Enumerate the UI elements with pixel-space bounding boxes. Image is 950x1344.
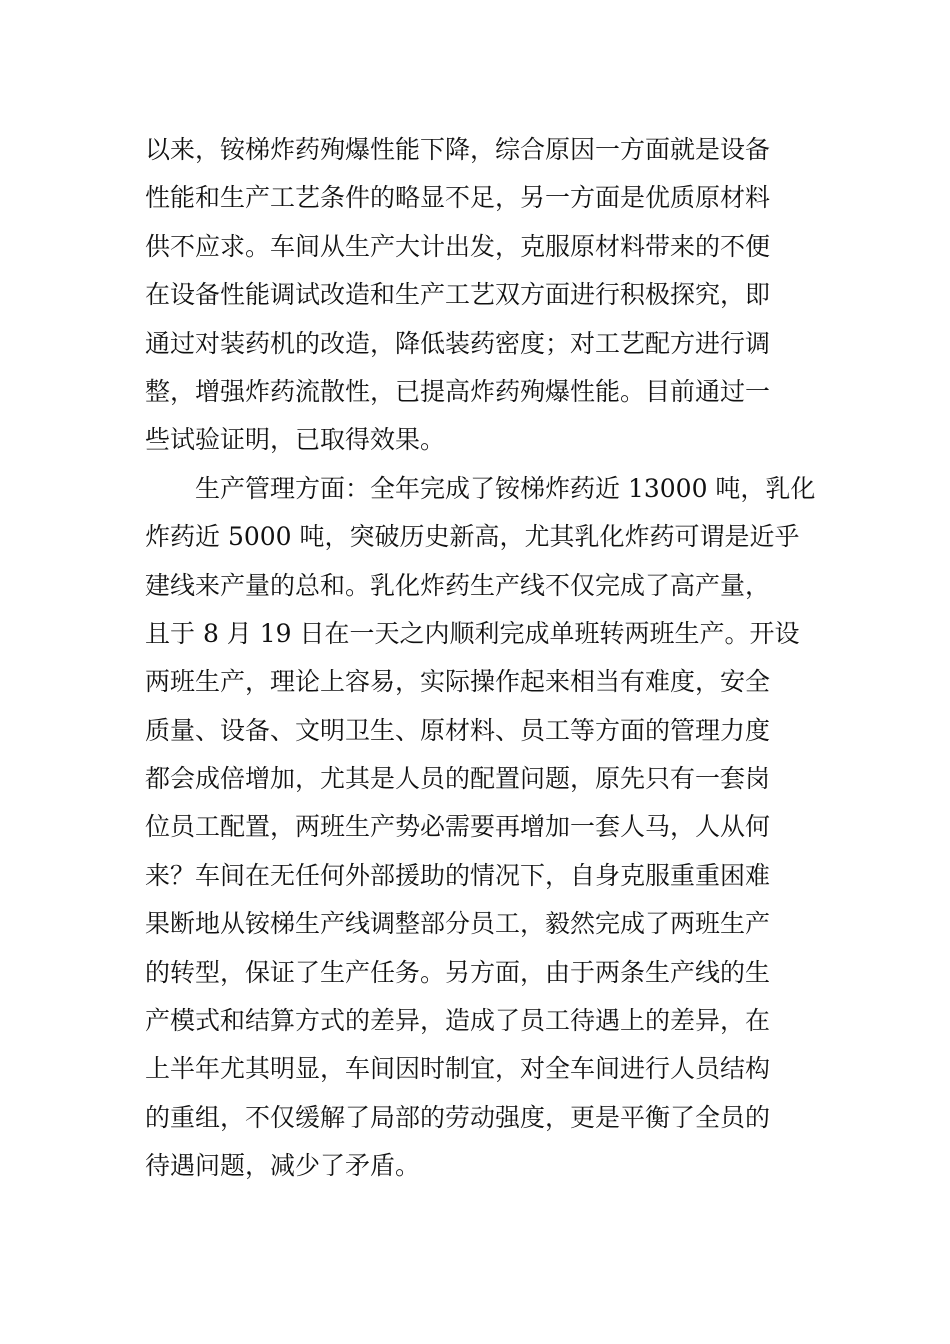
text-line: 通过对装药机的改造，降低装药密度；对工艺配方进行调: [145, 328, 771, 358]
text-line: 在设备性能调试改造和生产工艺双方面进行积极探究，即: [145, 280, 771, 310]
text-line: 的转型，保证了生产任务。另方面，由于两条生产线的生: [145, 957, 771, 987]
text-line: 供不应求。车间从生产大计出发，克服原材料带来的不便: [145, 231, 771, 261]
text-line: 且于 8 月 19 日在一天之内顺利完成单班转两班生产。开设: [145, 618, 800, 648]
text-line: 炸药近 5000 吨，突破历史新高，尤其乳化炸药可谓是近乎: [145, 522, 800, 552]
text-line: 的重组，不仅缓解了局部的劳动强度，更是平衡了全员的: [145, 1102, 771, 1132]
text-line: 些试验证明，已取得效果。: [145, 425, 446, 455]
text-line: 整，增强炸药流散性，已提高炸药殉爆性能。目前通过一: [145, 376, 771, 406]
text-line: 果断地从铵梯生产线调整部分员工，毅然完成了两班生产: [145, 909, 771, 939]
paragraph-1: [145, 126, 815, 465]
paragraph-2: [145, 465, 815, 1191]
text-line: 建线来产量的总和。乳化炸药生产线不仅完成了高产量，: [145, 570, 771, 600]
text-line: 上半年尤其明显，车间因时制宜，对全车间进行人员结构: [145, 1054, 771, 1084]
text-line: 质量、设备、文明卫生、原材料、员工等方面的管理力度: [145, 715, 771, 745]
text-line: 待遇问题，减少了矛盾。: [145, 1151, 421, 1181]
text-line: 位员工配置，两班生产势必需要再增加一套人马，人从何: [145, 812, 771, 842]
text-line: 两班生产，理论上容易，实际操作起来相当有难度，安全: [145, 667, 771, 697]
document-body: [145, 126, 815, 1191]
text-line: 产模式和结算方式的差异，造成了员工待遇上的差异，在: [145, 1006, 771, 1036]
text-line: 以来，铵梯炸药殉爆性能下降，综合原因一方面就是设备: [145, 135, 771, 164]
text-line: 生产管理方面：全年完成了铵梯炸药近 13000 吨，乳化: [145, 473, 816, 503]
text-line: 都会成倍增加，尤其是人员的配置问题，原先只有一套岗: [145, 764, 771, 794]
text-line: 来？车间在无任何外部援助的情况下，自身克服重重困难: [145, 860, 771, 890]
text-line: 性能和生产工艺条件的略显不足，另一方面是优质原材料: [145, 183, 771, 213]
